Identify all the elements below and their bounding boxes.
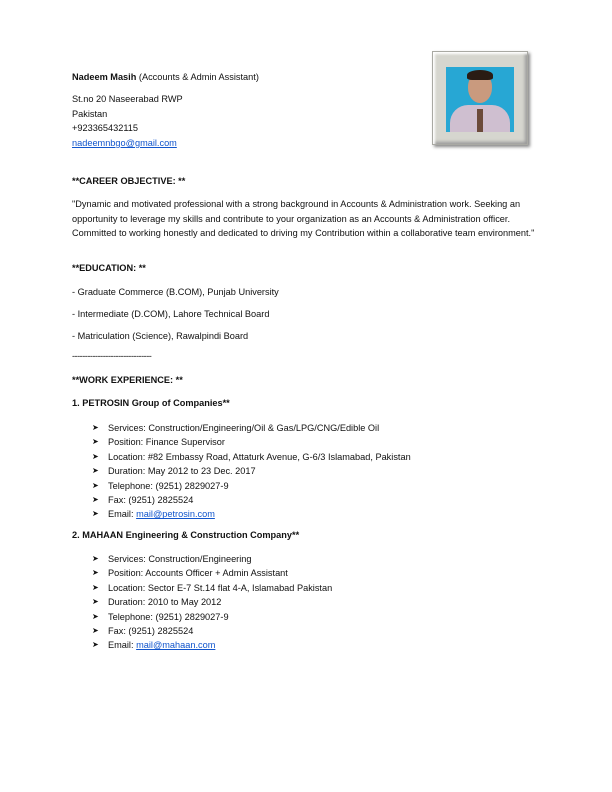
list-item: ➤ Email: mail@mahaan.com bbox=[92, 638, 332, 652]
job-details-list bbox=[92, 552, 332, 653]
career-text: "Dynamic and motivated professional with a strong background in Accounts & Administration work. Seeking an opportunity to leverage my skills and contribute to your organization as an Accounts & Administration officer. Committed to working honestly and dedicated to driving my Contribution within a collaborative team environment." bbox=[72, 199, 535, 239]
arrow-bullet-icon: ➤ bbox=[92, 509, 99, 519]
address-line-2: Pakistan bbox=[72, 108, 108, 119]
education-heading: **EDUCATION: ** bbox=[72, 263, 146, 273]
list-item: ➤ Location: Sector E-7 St.14 flat 4-A, Islamabad Pakistan bbox=[92, 581, 332, 595]
phone: +923365432115 bbox=[72, 123, 138, 133]
arrow-bullet-icon: ➤ bbox=[92, 495, 99, 505]
list-item: ➤ Services: Construction/Engineering/Oil & Gas/LPG/CNG/Edible Oil bbox=[92, 421, 411, 435]
list-item: ➤ Position: Finance Supervisor bbox=[92, 435, 411, 449]
list-item: ➤ Location: #82 Embassy Road, Attaturk Avenue, G-6/3 Islamabad, Pakistan bbox=[92, 450, 411, 464]
role: (Accounts & Admin Assistant) bbox=[136, 72, 259, 82]
education-item: - Intermediate (D.COM), Lahore Technical Board bbox=[72, 309, 270, 319]
email-link[interactable]: mail@petrosin.com bbox=[136, 509, 215, 520]
profile-photo-frame bbox=[432, 51, 528, 145]
arrow-bullet-icon: ➤ bbox=[92, 480, 99, 490]
arrow-bullet-icon: ➤ bbox=[92, 611, 99, 621]
arrow-bullet-icon: ➤ bbox=[92, 466, 99, 476]
list-item: ➤ Email: mail@petrosin.com bbox=[92, 507, 411, 521]
arrow-bullet-icon: ➤ bbox=[92, 597, 99, 607]
job-title: 2. MAHAAN Engineering & Construction Company** bbox=[72, 530, 300, 540]
divider: ------------------------------- bbox=[72, 351, 152, 361]
list-item: ➤ Fax: (9251) 2825524 bbox=[92, 493, 411, 507]
job-title: 1. PETROSIN Group of Companies** bbox=[72, 398, 230, 408]
list-item: ➤ Position: Accounts Officer + Admin Assistant bbox=[92, 566, 332, 580]
list-item: ➤ Telephone: (9251) 2829027-9 bbox=[92, 610, 332, 624]
arrow-bullet-icon: ➤ bbox=[92, 582, 99, 592]
list-item: ➤ Duration: 2010 to May 2012 bbox=[92, 595, 332, 609]
arrow-bullet-icon: ➤ bbox=[92, 554, 99, 563]
name-line bbox=[72, 72, 259, 82]
arrow-bullet-icon: ➤ bbox=[92, 423, 99, 432]
email-link[interactable]: mail@mahaan.com bbox=[136, 640, 216, 651]
address-line-1: St.no 20 Naseerabad RWP bbox=[72, 94, 183, 104]
career-heading: **CAREER OBJECTIVE: ** bbox=[72, 176, 186, 186]
name: Nadeem Masih bbox=[72, 72, 137, 82]
list-item: ➤ Services: Construction/Engineering bbox=[92, 552, 332, 566]
education-item: - Graduate Commerce (B.COM), Punjab University bbox=[72, 287, 279, 297]
list-item: ➤ Fax: (9251) 2825524 bbox=[92, 624, 332, 638]
profile-photo bbox=[446, 67, 514, 132]
work-heading: **WORK EXPERIENCE: ** bbox=[72, 375, 183, 385]
list-item: ➤ Duration: May 2012 to 23 Dec. 2017 bbox=[92, 464, 411, 478]
arrow-bullet-icon: ➤ bbox=[92, 640, 99, 650]
arrow-bullet-icon: ➤ bbox=[92, 568, 99, 578]
education-item: - Matriculation (Science), Rawalpindi Board bbox=[72, 331, 249, 341]
arrow-bullet-icon: ➤ bbox=[92, 437, 99, 447]
email-link[interactable]: nadeemnbgo@gmail.com bbox=[72, 138, 177, 148]
list-item: ➤ Telephone: (9251) 2829027-9 bbox=[92, 479, 411, 493]
arrow-bullet-icon: ➤ bbox=[92, 451, 99, 461]
arrow-bullet-icon: ➤ bbox=[92, 626, 99, 636]
job-details-list bbox=[92, 421, 411, 522]
